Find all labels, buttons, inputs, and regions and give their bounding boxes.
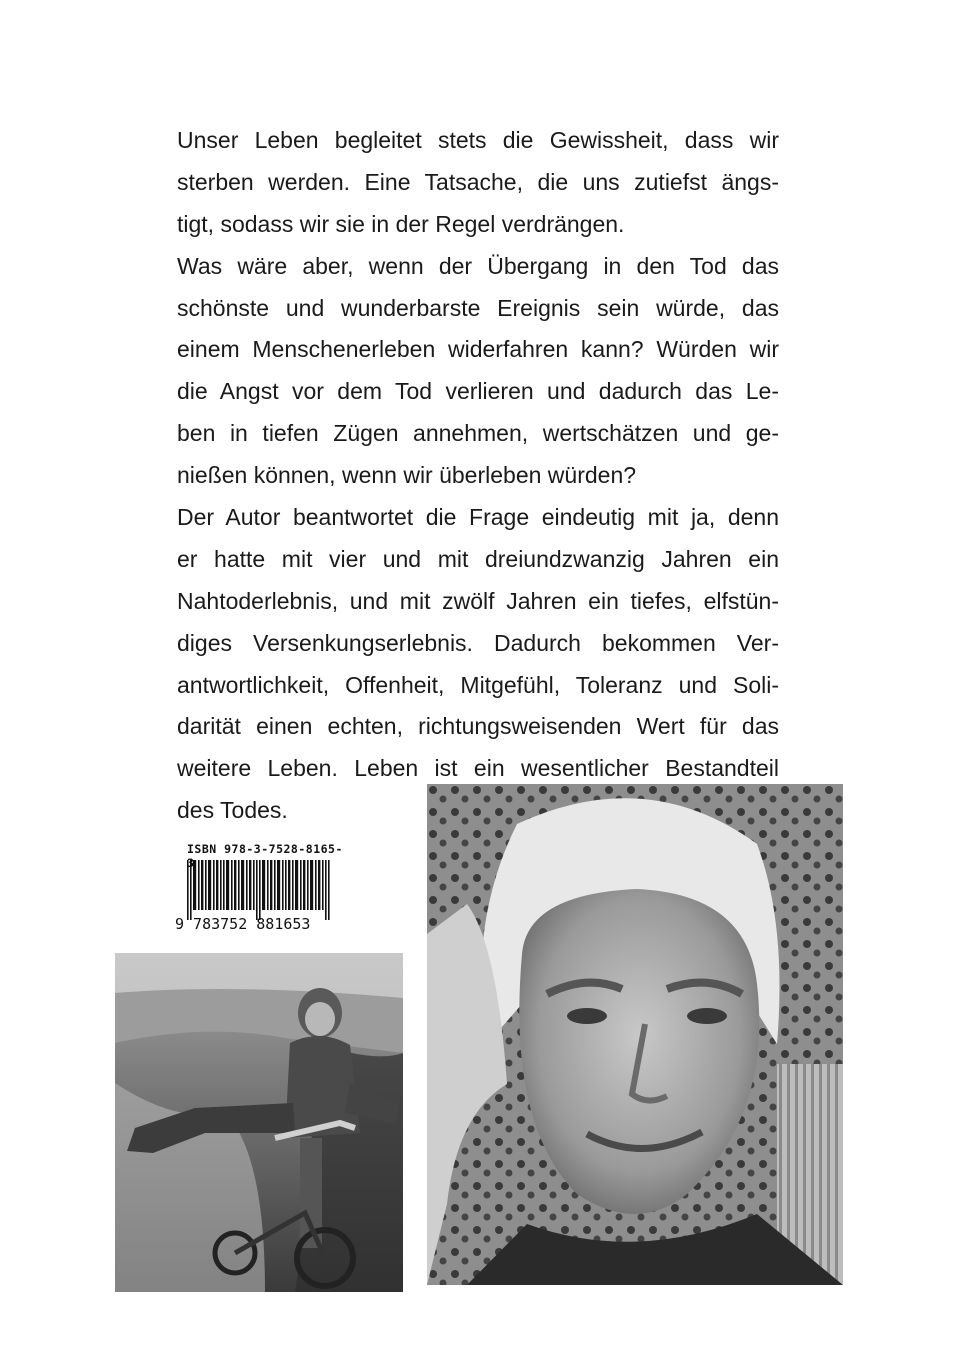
blurb-text	[177, 120, 779, 832]
blurb-line: des Todes.	[177, 797, 288, 824]
blurb-line: antwortlichkeit, Offenheit, Mitgefühl, Toleranz und Soli-	[177, 671, 779, 698]
blurb-line: ben in tiefen Zügen annehmen, wertschätzen und ge-	[177, 420, 779, 447]
blurb-line: sterben werden. Eine Tatsache, die uns zutiefst ängs-	[177, 168, 779, 195]
blurb-line: einem Menschenerleben widerfahren kann? Würden wir	[177, 336, 779, 363]
isbn-label: ISBN 978-3-7528-8165-	[187, 842, 343, 856]
author-portrait-image	[427, 784, 843, 1285]
child-on-bicycle-image	[115, 953, 403, 1292]
blurb-line: Der Autor beantwortet die Frage eindeutig mit ja, denn	[177, 504, 779, 531]
isbn-barcode	[175, 842, 345, 937]
child-photo	[115, 953, 403, 1292]
barcode-digits: 9 783752 881653	[175, 915, 311, 933]
blurb-line: er hatte mit vier und mit dreiundzwanzig Jahren ein	[177, 545, 779, 572]
blurb-line: Unser Leben begleitet stets die Gewissheit, dass wir	[177, 127, 779, 153]
blurb-line: tigt, sodass wir sie in der Regel verdrängen.	[177, 210, 625, 237]
blurb-line: schönste und wunderbarste Ereignis sein würde, das	[177, 294, 779, 321]
blurb-line: darität einen echten, richtungsweisenden Wert für das	[177, 713, 779, 740]
blurb-line: diges Versenkungserlebnis. Dadurch bekommen Ver-	[177, 629, 779, 656]
blurb-line: weitere Leben. Leben ist ein wesentlicher Bestandteil	[177, 755, 779, 782]
blurb-line: nießen können, wenn wir überleben würden?	[177, 462, 637, 489]
blurb-line: Nahtoderlebnis, und mit zwölf Jahren ein tiefes, elfstün-	[177, 587, 779, 614]
author-portrait	[427, 784, 843, 1285]
blurb-line: Was wäre aber, wenn der Übergang in den Tod das	[177, 252, 779, 279]
blurb-line: die Angst vor dem Tod verlieren und dadurch das Le-	[177, 378, 779, 405]
